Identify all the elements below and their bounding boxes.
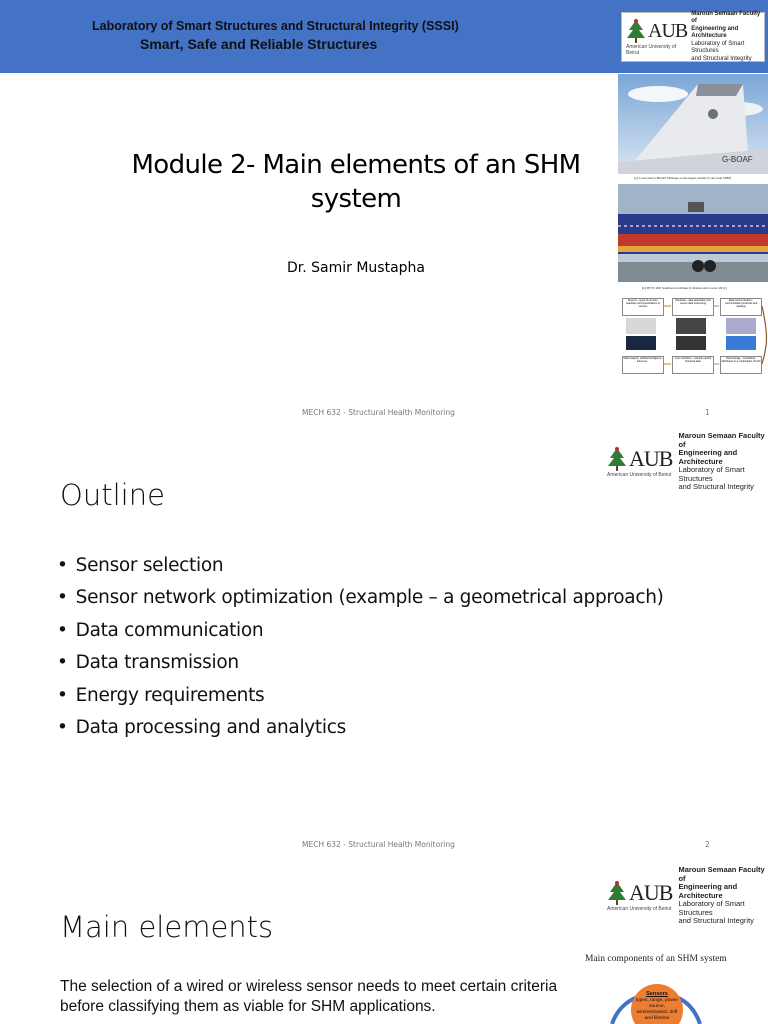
lab-name-line1: Laboratory of Smart Structures xyxy=(678,465,745,483)
concorde-tail-photo xyxy=(618,74,768,174)
sensor-selection-text: The selection of a wired or wireless sensor needs to meet certain criteria before classifying them as viable for SHM applications. xyxy=(60,978,558,1015)
banner-tagline: Smart, Safe and Reliable Structures xyxy=(140,36,378,52)
faculty-name-line2: Engineering and Architecture xyxy=(678,448,738,466)
sensors-circle-text: types, range, power source, wireless/wired, drift and lifetime xyxy=(635,998,679,1021)
outline-item: • Data communication xyxy=(57,615,664,647)
outline-item: • Sensor selection xyxy=(57,550,664,582)
aub-subtitle: American University of Beirut xyxy=(607,906,672,912)
main-elements-heading: Main elements xyxy=(60,910,274,944)
header-banner xyxy=(0,0,768,73)
lab-name-line1: Laboratory of Smart Structures xyxy=(691,40,745,55)
shm-cycle-figure xyxy=(582,976,732,1024)
outline-heading: Outline xyxy=(60,478,165,512)
aub-logo xyxy=(607,432,768,492)
slide-1-footer: MECH 632 - Structural Health Monitoring xyxy=(302,408,455,417)
outline-item: • Energy requirements xyxy=(57,680,664,712)
faculty-name-line1: Maroun Semaan Faculty of xyxy=(691,10,761,25)
slide-2-footer: MECH 632 - Structural Health Monitoring xyxy=(302,840,455,849)
shm-components-diagram xyxy=(618,294,768,376)
lab-name-line2: and Structural Integrity xyxy=(678,482,754,492)
image-b-caption: (b) B737-200 Southwest Airlines (Christie and Loewe 2011) xyxy=(642,286,727,290)
diagram-box-communication: Data communication - communication protocols and topology xyxy=(720,298,762,316)
aub-subtitle: American University of Beirut xyxy=(626,44,677,56)
faculty-name xyxy=(678,866,768,926)
diagram-box-storage: Data storage - centralized, distributed or a combination of both xyxy=(720,356,762,374)
diagram-box-interfaces: User Interfaces - real-time and/or historical data xyxy=(672,356,714,374)
diagram-box-analysis: Data analysis, artificial intelligence, inference... xyxy=(622,356,664,374)
lab-name-line2: and Structural Integrity xyxy=(678,916,754,926)
outline-item: • Data transmission xyxy=(57,647,664,679)
cedar-icon xyxy=(607,880,627,906)
aub-wordmark: AUB xyxy=(648,20,688,42)
image-a-caption: (a) Concorde G-BOAF Damage to the upper rudder (Concorde 1989) xyxy=(634,176,732,180)
aub-wordmark: AUB xyxy=(629,880,673,905)
faculty-name xyxy=(678,432,768,492)
slide-1 xyxy=(0,0,768,432)
lab-name-line2: and Structural Integrity xyxy=(691,55,752,62)
b737-fuselage-photo xyxy=(618,184,768,282)
diagram-arrows xyxy=(618,294,768,376)
shm-figure-caption: Main components of an SHM system xyxy=(585,954,727,964)
author-name: Dr. Samir Mustapha xyxy=(286,260,425,276)
slide-1-page-number: 1 xyxy=(705,408,710,417)
diagram-box-sensors: Sensors - types of sensors, quantities and specifications of sensors xyxy=(622,298,664,316)
aub-subtitle: American University of Beirut xyxy=(607,472,672,478)
aub-logo xyxy=(621,12,765,62)
outline-item: • Sensor network optimization (example – a geometrical approach) xyxy=(57,582,664,614)
cedar-icon xyxy=(626,18,646,44)
module-title: Module 2- Main elements of an SHM system xyxy=(131,150,581,214)
sensors-circle-title: Sensors xyxy=(646,991,668,997)
faculty-name-line1: Maroun Semaan Faculty of xyxy=(678,865,765,883)
cedar-icon xyxy=(607,446,627,472)
faculty-name-line1: Maroun Semaan Faculty of xyxy=(678,432,765,449)
slide-2 xyxy=(0,432,768,864)
outline-item: • Data processing and analytics xyxy=(57,712,664,744)
slide-2-page-number: 2 xyxy=(705,840,710,849)
aub-wordmark: AUB xyxy=(629,446,673,471)
diagram-box-hardware: Hardware - data acquisition and sensor data processing xyxy=(672,298,714,316)
lab-name-line1: Laboratory of Smart Structures xyxy=(678,899,745,917)
banner-lab-name: Laboratory of Smart Structures and Structural Integrity (SSSI) xyxy=(92,19,459,33)
faculty-name-line2: Engineering and Architecture xyxy=(678,882,738,900)
faculty-name-line2: Engineering and Architecture xyxy=(691,25,739,40)
slide-3 xyxy=(0,864,768,1024)
aub-logo xyxy=(607,865,768,926)
tail-registration: G-BOAF xyxy=(722,155,753,164)
outline-list xyxy=(57,550,664,744)
faculty-name xyxy=(691,11,764,64)
